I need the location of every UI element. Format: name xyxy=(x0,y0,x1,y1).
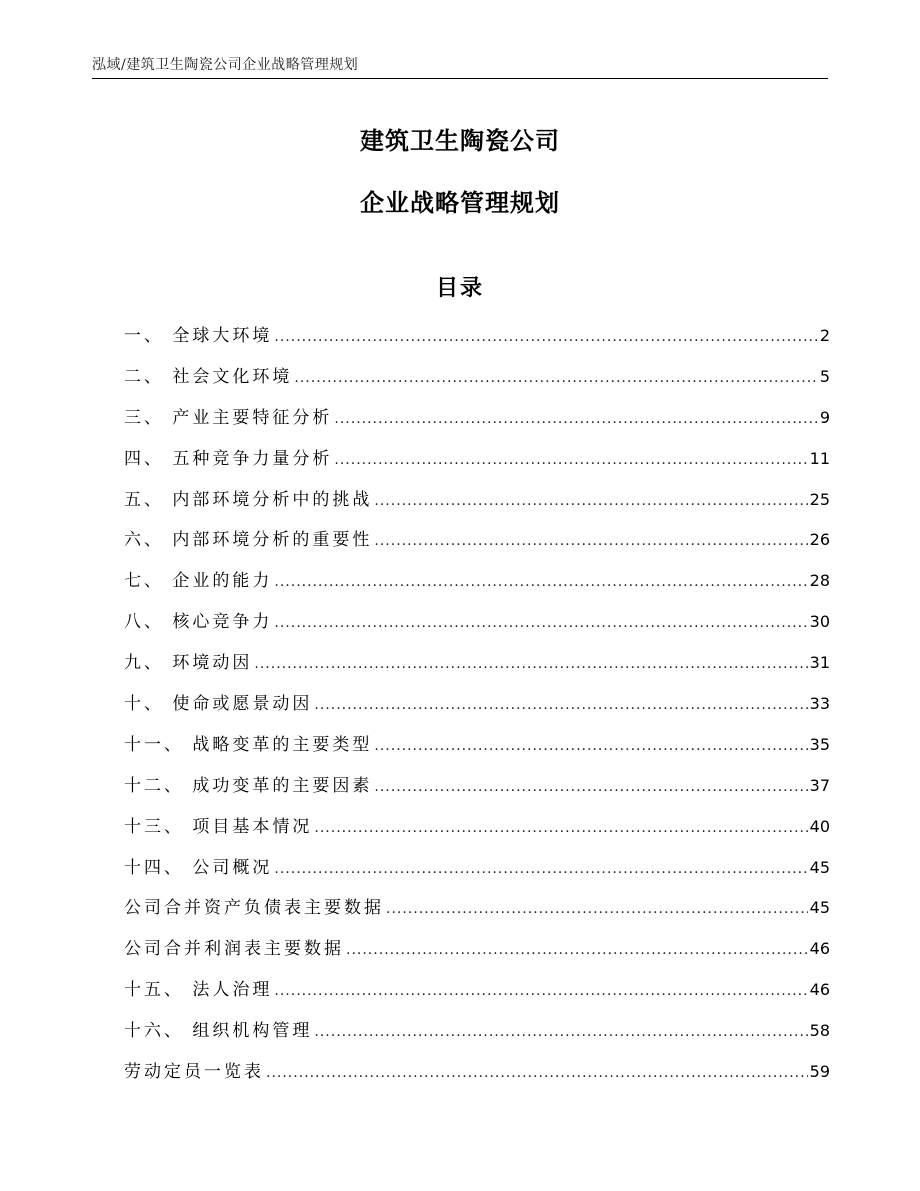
toc-entry-page: 26 xyxy=(809,530,830,550)
toc-entry-label: 八、 核心竞争力 xyxy=(124,612,273,633)
toc-entry[interactable] xyxy=(124,970,830,1011)
toc-dot-leader xyxy=(314,808,807,849)
toc-dot-leader xyxy=(374,726,807,767)
toc-entry[interactable] xyxy=(124,357,830,398)
toc-entry-page: 40 xyxy=(809,816,830,836)
toc-entry-label: 六、 内部环境分析的重要性 xyxy=(124,530,373,551)
toc-dot-leader xyxy=(254,644,807,685)
toc-entry-page: 28 xyxy=(809,571,830,591)
toc-entry[interactable] xyxy=(124,480,830,521)
toc-entry-label: 公司合并利润表主要数据 xyxy=(124,939,344,960)
toc-entry-label: 劳动定员一览表 xyxy=(124,1062,264,1083)
toc-entry-label: 四、 五种竞争力量分析 xyxy=(124,448,333,469)
toc-entry-page: 37 xyxy=(809,775,830,795)
toc-entry-label: 二、 社会文化环境 xyxy=(124,366,293,387)
toc-entry[interactable] xyxy=(124,398,830,439)
toc-entry[interactable] xyxy=(124,439,830,480)
toc-entry-label: 十、 使命或愿景动因 xyxy=(124,694,313,715)
toc-entry-label: 十一、 战略变革的主要类型 xyxy=(124,734,373,755)
toc-entry[interactable] xyxy=(124,602,830,643)
toc-dot-leader xyxy=(334,440,807,481)
toc-entry[interactable] xyxy=(124,725,830,766)
toc-dot-leader xyxy=(334,399,817,440)
toc-entry-page: 5 xyxy=(819,366,830,386)
toc-entry-page: 45 xyxy=(809,857,830,877)
toc-entry-label: 十二、 成功变革的主要因素 xyxy=(124,775,373,796)
toc-entry-page: 59 xyxy=(809,1062,830,1082)
toc-entry-page: 35 xyxy=(809,734,830,754)
toc-entry-label: 五、 内部环境分析中的挑战 xyxy=(124,489,373,510)
toc-dot-leader xyxy=(294,358,817,399)
toc-entry-label: 七、 企业的能力 xyxy=(124,571,273,592)
toc-entry-label: 三、 产业主要特征分析 xyxy=(124,407,333,428)
toc-entry-page: 31 xyxy=(809,653,830,673)
toc-entry-page: 45 xyxy=(809,898,830,918)
toc-entry-label: 十四、 公司概况 xyxy=(124,857,273,878)
toc-heading: 目录 xyxy=(435,276,484,301)
toc-entry-page: 46 xyxy=(809,939,830,959)
toc-entry-page: 25 xyxy=(809,489,830,509)
toc-entry-page: 30 xyxy=(809,612,830,632)
toc-dot-leader xyxy=(274,317,817,358)
toc-entry[interactable] xyxy=(124,1011,830,1052)
toc-entry[interactable] xyxy=(124,766,830,807)
toc-entry[interactable] xyxy=(124,643,830,684)
toc-entry-page: 2 xyxy=(819,326,830,345)
toc-entry-page: 11 xyxy=(809,448,830,468)
toc-dot-leader xyxy=(314,1012,807,1053)
toc-dot-leader xyxy=(314,685,807,726)
toc-entry-label: 一、 全球大环境 xyxy=(124,326,273,346)
toc-dot-leader xyxy=(386,889,808,930)
toc-dot-leader xyxy=(266,1053,808,1094)
toc-dot-leader xyxy=(274,562,807,603)
toc-entry[interactable] xyxy=(124,807,830,848)
document-title-line-2: 企业战略管理规划 xyxy=(360,189,560,217)
toc-dot-leader xyxy=(274,603,807,644)
toc-dot-leader xyxy=(274,849,807,890)
toc-entry[interactable] xyxy=(124,1052,830,1093)
toc-entry[interactable] xyxy=(124,929,830,970)
toc-dot-leader xyxy=(374,767,807,808)
toc-entry[interactable] xyxy=(124,848,830,889)
toc-dot-leader xyxy=(274,971,807,1012)
toc-dot-leader xyxy=(374,521,807,562)
toc-entry-page: 58 xyxy=(809,1021,830,1041)
toc-entry-label: 十五、 法人治理 xyxy=(124,980,273,1001)
header-divider xyxy=(92,78,828,79)
running-header: 泓域/建筑卫生陶瓷公司企业战略管理规划 xyxy=(92,57,359,73)
toc-entry-page: 9 xyxy=(819,407,830,427)
document-title-line-1: 建筑卫生陶瓷公司 xyxy=(360,127,560,155)
toc-entry[interactable] xyxy=(124,316,830,357)
toc-entry-label: 十三、 项目基本情况 xyxy=(124,816,313,837)
toc-entry-page: 33 xyxy=(809,694,830,714)
toc-entry[interactable] xyxy=(124,888,830,929)
toc-entry-label: 公司合并资产负债表主要数据 xyxy=(124,898,384,919)
toc-entry-label: 十六、 组织机构管理 xyxy=(124,1021,313,1042)
toc-entry-page: 46 xyxy=(809,980,830,1000)
toc-entry[interactable] xyxy=(124,561,830,602)
toc-entry[interactable] xyxy=(124,520,830,561)
table-of-contents xyxy=(124,316,830,1093)
toc-dot-leader xyxy=(374,481,807,522)
toc-entry-label: 九、 环境动因 xyxy=(124,653,253,674)
toc-dot-leader xyxy=(346,930,808,971)
toc-entry[interactable] xyxy=(124,684,830,725)
